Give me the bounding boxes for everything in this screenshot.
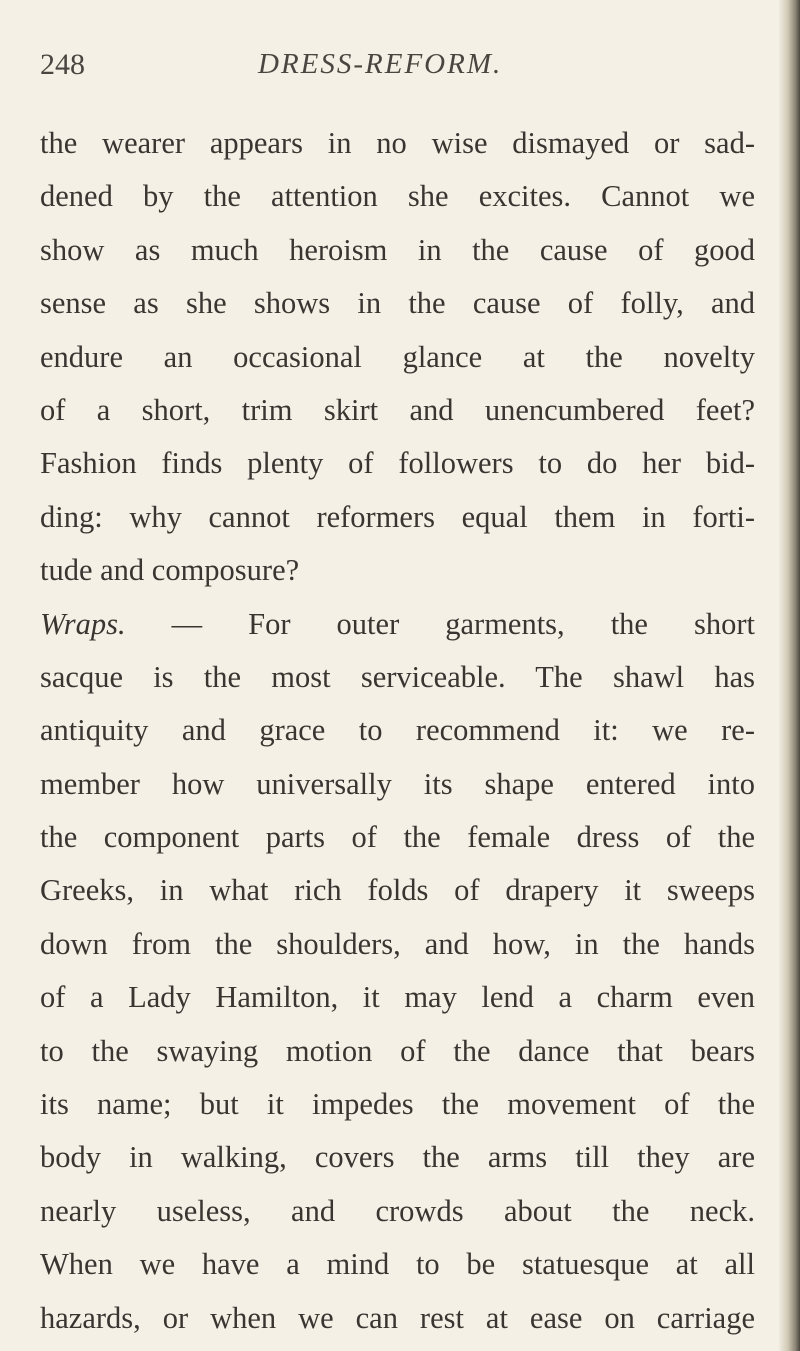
text-line: to the swaying motion of the dance that bears — [40, 1033, 755, 1068]
text-line: body in walking, covers the arms till they are — [40, 1140, 755, 1175]
text-line: endure an occasional glance at the novelty — [40, 339, 755, 374]
text-line: its name; but it impedes the movement of the — [40, 1087, 755, 1122]
page-binding-shadow — [778, 0, 800, 1351]
text-line: nearly useless, and crowds about the neck. — [40, 1193, 755, 1228]
text-line: ding: why cannot reformers equal them in forti- — [40, 499, 755, 534]
text-line: sense as she shows in the cause of folly, and — [40, 286, 755, 321]
page-header — [40, 48, 760, 88]
running-head: DRESS-REFORM. — [258, 48, 503, 80]
text-line: dened by the attention she excites. Cannot we — [40, 179, 755, 214]
text-line: When we have a mind to be statuesque at all — [40, 1247, 755, 1282]
text-line: hazards, or when we can rest at ease on carriage — [40, 1300, 755, 1335]
body-text — [40, 117, 755, 1345]
text-line: member how universally its shape entered into — [40, 766, 755, 801]
text-line: the component parts of the female dress of the — [40, 820, 755, 855]
text-line: sacque is the most serviceable. The shawl has — [40, 659, 755, 694]
text-line: down from the shoulders, and how, in the hands — [40, 926, 755, 961]
page-number: 248 — [40, 48, 85, 81]
text-line: show as much heroism in the cause of good — [40, 232, 755, 267]
text-line: antiquity and grace to recommend it: we re- — [40, 713, 755, 748]
text-line: of a short, trim skirt and unencumbered feet? — [40, 392, 755, 427]
text-line: the wearer appears in no wise dismayed or sad- — [40, 126, 755, 160]
text-line: Fashion finds plenty of followers to do her bid- — [40, 446, 755, 481]
text-line: tude and composure? — [40, 553, 300, 588]
text-line: Greeks, in what rich folds of drapery it sweeps — [40, 873, 755, 908]
paragraph-start-line — [40, 598, 755, 651]
text-line: of a Lady Hamilton, it may lend a charm even — [40, 980, 755, 1015]
wraps-heading: Wraps. — [40, 606, 126, 641]
text-line-fragment: — For outer garments, the short — [171, 606, 755, 641]
